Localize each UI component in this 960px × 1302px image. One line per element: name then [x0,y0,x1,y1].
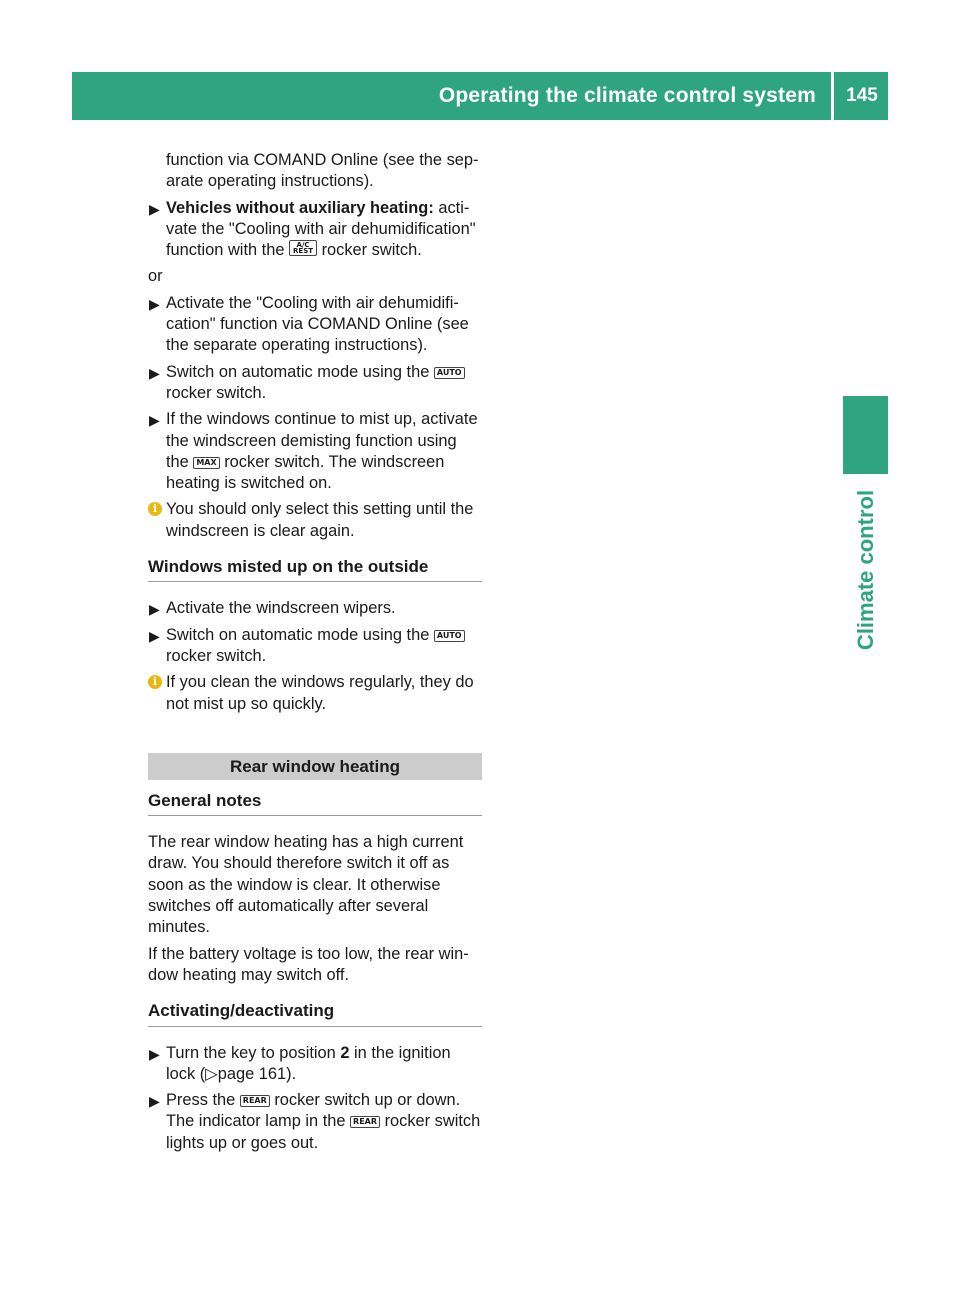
auto-switch-icon: AUTO [434,367,465,379]
header-divider [831,72,834,120]
text: If you clean the windows regularly, they do not mist up so quickly. [166,673,474,713]
rear-defrost-switch-icon: REAR [240,1095,270,1107]
text: acti-vate the "Cooling with air dehumidification" function with the [166,198,476,260]
list-item-wipers [148,598,482,619]
chapter-title: Operating the climate control system [438,84,816,107]
bullet-arrow-icon: ▶ [149,295,160,312]
info-note-1 [148,499,482,542]
bold-label: Vehicles without auxiliary heating: [166,198,434,217]
text: in the ignition lock ( [166,1043,451,1083]
or-text: or [148,267,163,286]
text: Turn the key to position [166,1043,341,1062]
text: Activate the windscreen wipers. [166,599,396,618]
bullet-arrow-icon: ▶ [149,364,160,381]
heading-general-notes: General notes [148,790,482,816]
list-item-ignition [148,1043,482,1086]
side-tab-marker [843,396,888,474]
bullet-arrow-icon: ▶ [149,1093,160,1110]
page-reference-link[interactable]: page 161). [217,1064,297,1083]
text: Activate the "Cooling with air dehumidifi-cation" function via COMAND Online (see the separate operating instructions). [166,293,469,355]
text: rocker switch up or down. The indicator lamp in the [166,1091,461,1131]
bullet-arrow-icon: ▶ [149,601,160,618]
text: rocker switch. [166,646,267,665]
info-icon: i [148,502,162,516]
paragraph-general-2: If the battery voltage is too low, the rear win-dow heating may switch off. [148,944,469,984]
bullet-arrow-icon: ▶ [149,200,160,217]
text: You should only select this setting until the windscreen is clear again. [166,500,474,540]
text: rocker switch. [317,241,422,260]
text: Switch on automatic mode using the [166,625,434,644]
text: Switch on automatic mode using the [166,362,434,381]
bold-number: 2 [340,1043,350,1062]
list-item-auto-mode-2 [148,625,482,668]
paragraph-intro: function via COMAND Online (see the sep-arate operating instructions). [166,151,479,191]
ac-switch-icon: A/C REST [289,240,317,256]
paragraph-general-1: The rear window heating has a high current draw. You should therefore switch it off as soon as the window is clear. It otherwise switches off automatically after several minutes. [148,833,464,937]
side-tab-label: Climate control [853,489,878,651]
auto-switch-icon: AUTO [434,630,465,642]
max-defrost-switch-icon: MAX [193,457,219,469]
bullet-arrow-icon: ▶ [149,1045,160,1062]
text: Press the [166,1091,240,1110]
list-item-auto-mode [148,362,482,405]
bullet-arrow-icon: ▶ [149,627,160,644]
list-item-comand [148,293,482,357]
bullet-arrow-icon: ▶ [149,412,160,429]
list-item-rear-switch [148,1090,482,1154]
text: If the windows continue to mist up, activate the windscreen demisting function using the [166,410,478,471]
list-item-demisting [148,409,482,494]
page-number: 145 [846,85,878,106]
rear-defrost-switch-icon: REAR [350,1116,380,1128]
main-column [148,150,482,1159]
section-title-rear-window: Rear window heating [148,753,482,780]
page-ref-arrow-icon: ▷ [205,1064,218,1083]
heading-activating: Activating/deactivating [148,1000,482,1026]
page-header [72,72,888,120]
info-note-2 [148,672,482,715]
heading-misted-outside: Windows misted up on the outside [148,556,482,582]
text: rocker switch. [166,383,267,402]
text: rocker switch lights up or goes out. [166,1112,481,1152]
list-item-aux-heating [148,198,482,262]
text: rocker switch. The windscreen heating is switched on. [166,452,445,493]
info-icon: i [148,675,162,689]
